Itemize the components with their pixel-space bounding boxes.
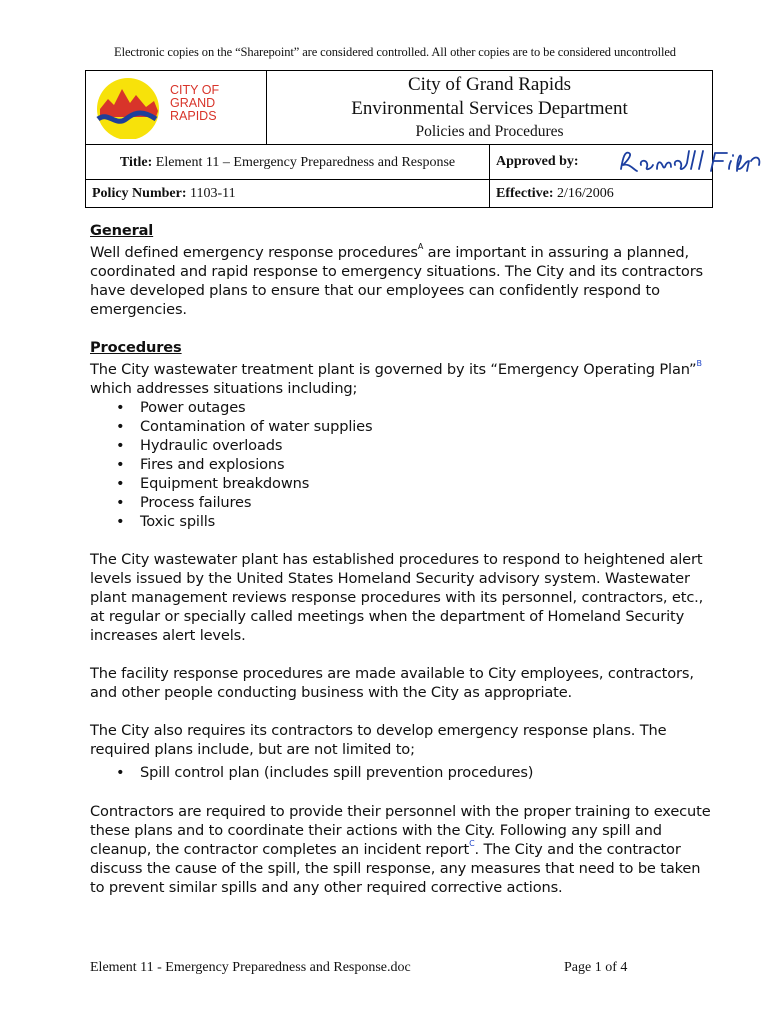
title-value: Element 11 – Emergency Preparedness and Response <box>155 154 456 170</box>
list-item: • Equipment breakdowns <box>90 474 715 493</box>
list-item: • Process failures <box>90 493 715 512</box>
logo-text-line3: RAPIDS <box>170 109 217 123</box>
footer-filename: Element 11 - Emergency Preparedness and Response.doc <box>90 960 411 975</box>
procedures-intro: The City wastewater treatment plant is governed by its “Emergency Operating Plan”$^B$ which addresses situations including; <box>90 359 702 397</box>
list-item: • Power outages <box>90 398 715 417</box>
city-name: City of Grand Rapids <box>407 74 572 95</box>
org-cell <box>267 71 713 145</box>
situations-list <box>90 398 715 531</box>
effective-label: Effective: <box>496 185 554 201</box>
general-heading: General <box>90 222 154 239</box>
document-type: Policies and Procedures <box>415 123 564 140</box>
footer-page-number: Page 1 of 4 <box>564 960 628 975</box>
footnote-ref-a[interactable]: A <box>417 242 424 252</box>
policy-header-table <box>85 70 713 208</box>
logo-text-line2: GRAND <box>170 96 216 110</box>
footnote-ref-b[interactable]: B <box>696 359 702 369</box>
approved-label: Approved by: <box>496 154 579 169</box>
logo-cell <box>86 71 267 145</box>
policy-number-cell <box>86 180 490 208</box>
homeland-security-paragraph: The City wastewater plant has established procedures to respond to heightened alert levels issued by the United States Homeland Security advisory system. Wastewater plant management reviews response procedures with its personnel, contractors, etc., at regular or specially called meetings when the department of Homeland Security increases alert levels. <box>90 551 704 644</box>
general-paragraph: Well defined emergency response procedures$^A$ are important in assuring a planned, coordinated and rapid response to emergency situations. The City and its contractors have developed plans to ensure that our employees can confidently respond to emergencies. <box>90 242 704 318</box>
department-name: Environmental Services Department <box>351 98 628 119</box>
procedures-heading: Procedures <box>90 339 182 356</box>
list-item: • Spill control plan (includes spill prevention procedures) <box>90 763 715 782</box>
effective-date-cell <box>490 180 713 208</box>
required-plans-list <box>90 763 715 782</box>
availability-paragraph: The facility response procedures are made available to City employees, contractors, and other people conducting business with the City as appropriate. <box>90 665 694 701</box>
contractor-plans-paragraph: The City also requires its contractors to develop emergency response plans. The required plans include, but are not limited to; <box>90 722 667 758</box>
city-logo <box>86 71 266 139</box>
footnote-ref-c[interactable]: C <box>469 839 475 849</box>
title-label: Title: <box>119 154 153 170</box>
document-body <box>90 221 715 916</box>
list-item: • Fires and explosions <box>90 455 715 474</box>
approved-cell <box>490 145 713 180</box>
effective-value: 2/16/2006 <box>557 185 614 201</box>
list-item: • Contamination of water supplies <box>90 417 715 436</box>
controlled-copy-notice: Electronic copies on the “Sharepoint” are considered controlled. All other copies are to be considered uncontrolled <box>114 45 676 59</box>
policy-number-label: Policy Number: <box>92 185 187 201</box>
signature-image <box>615 147 765 177</box>
policy-number-value: 1103-11 <box>189 185 236 201</box>
list-item: • Toxic spills <box>90 512 715 531</box>
title-cell <box>86 145 490 180</box>
logo-text-line1: CITY OF <box>170 83 220 97</box>
training-paragraph: Contractors are required to provide their personnel with the proper training to execute these plans and to coordinate their actions with the City. Following any spill and cleanup, the contractor completes an incident report$^C$. The City and the contractor discuss the cause of the spill, the spill response, any measures that need to be taken to prevent similar spills and any other required corrective actions. <box>90 803 711 896</box>
list-item: • Hydraulic overloads <box>90 436 715 455</box>
